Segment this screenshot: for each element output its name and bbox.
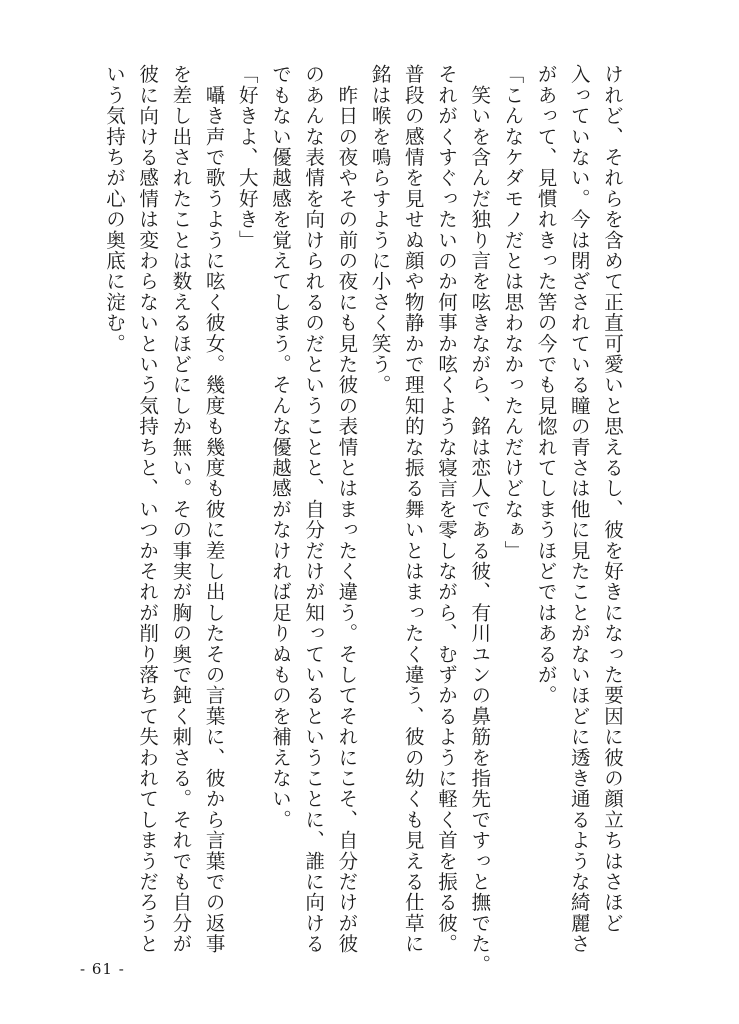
text-line: 入っていない。今は閉ざされている瞳の青さは他に見たことがないほどに透き通るような綺麗さ <box>567 64 591 955</box>
text-line: いう気持ちが心の奥底に淀む。 <box>102 64 126 354</box>
text-line: 銘は喉を鳴らすように小さく笑う。 <box>368 64 392 396</box>
text-line: 笑いを含んだ独り言を呟きながら、銘は恋人である彼、有川ユンの鼻筋を指先ですっと撫でた。 <box>468 64 492 975</box>
text-line: でもない優越感を覚えてしまう。そんな優越感がなければ足りぬものを補えない。 <box>268 64 292 830</box>
text-line: 昨日の夜やその前の夜にも見た彼の表情とはまったく違う。そしてそれにこそ、自分だけが彼 <box>335 64 359 955</box>
page-number: - 61 - <box>80 960 125 978</box>
text-line: 普段の感情を見せぬ顔や物静かで理知的な振る舞いとはまったく違う、彼の幼くも見える仕草に <box>401 64 425 955</box>
text-line: 彼に向ける感情は変わらないという気持ちと、いつかそれが削り落ちて失われてしまうだろうと <box>136 64 160 955</box>
text-line: 「こんなケダモノだとは思わなかったんだけどなぁ」 <box>501 64 525 561</box>
text-line: を差し出されたことは数えるほどにしか無い。その事実が胸の奥で鈍く刺さる。それでも自分が <box>169 64 193 955</box>
text-line: のあんな表情を向けられるのだということと、自分だけが知っているということに、誰に向ける <box>302 64 326 955</box>
text-line: それがくすぐったいのか何事か呟くような寝言を零しながら、むずかるように軽く首を振る彼。 <box>434 64 458 955</box>
text-line: があって、見慣れきった筈の今でも見惚れてしまうほどではあるが。 <box>534 64 558 706</box>
text-line: けれど、それらを含めて正直可愛いと思えるし、彼を好きになった要因に彼の顔立ちはさほど <box>601 64 624 934</box>
text-line: 「好きよ、大好き」 <box>235 64 259 251</box>
text-line: 囁き声で歌うように呟く彼女。幾度も幾度も彼に差し出したその言葉に、彼から言葉での返事 <box>202 64 226 955</box>
